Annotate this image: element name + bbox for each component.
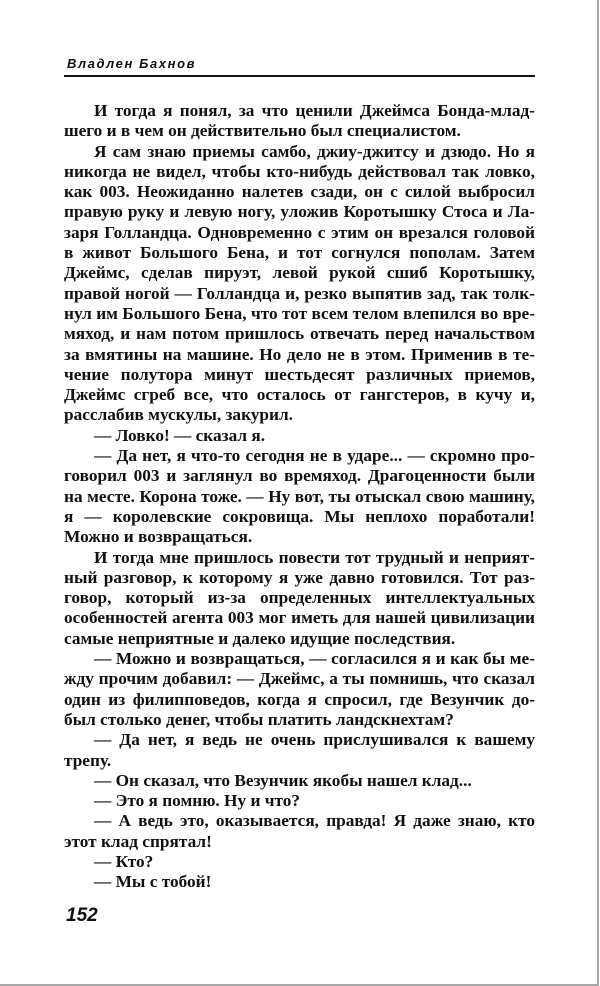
dialogue-line: — Да нет, я ведь не очень прислушивался к вашему трепу. bbox=[64, 730, 535, 770]
dialogue-line: — Можно и возвращаться, — согласился я и как бы между прочим добавил: — Джеймс, а ты помнишь, что сказал один из филипповедов, когда я спросил, где Везунчик добыл столько денег, чтобы платить ландскнехтам? bbox=[64, 649, 535, 729]
body-text bbox=[64, 101, 535, 893]
author-name: Владлен Бахнов bbox=[67, 56, 197, 71]
paragraph: И тогда мне пришлось повести тот трудный и неприятный разговор, к которому я уже давно готовился. Тот разговор, который из-за определенных интеллектуальных особенностей агента 003 мог иметь для нашей цивилизации самые неприятные и далеко идущие последствия. bbox=[64, 547, 535, 648]
dialogue-line: — Это я помню. Ну и что? bbox=[94, 791, 301, 811]
dialogue-line: — Кто? bbox=[94, 851, 154, 871]
dialogue-line: — Мы с тобой! bbox=[94, 872, 212, 892]
dialogue-line: — Ловко! — сказал я. bbox=[94, 425, 266, 445]
dialogue-line: — А ведь это, оказывается, правда! Я даже знаю, кто этот клад спрятал! bbox=[64, 811, 535, 851]
dialogue-line: — Да нет, я что-то сегодня не в ударе... — скромно проговорил 003 и заглянул во времяход. Драгоценности были на месте. Корона тоже. — Ну вот, ты отыскал свою машину, я — королевские сокровища. Мы неплохо поработали! Можно и возвращаться. bbox=[64, 446, 535, 547]
page-number: 152 bbox=[66, 905, 98, 926]
paragraph: Я сам знаю приемы самбо, джиу-джитсу и дзюдо. Но я никогда не видел, чтобы кто-нибудь действовал так ловко, как 003. Неожиданно налетев сзади, он с силой выбросил правую руку и левую ногу, уложив Коротышку Стоса и Лазаря Голландца. Одновременно с этим он врезался головой в живот Большого Бена, и тот согнулся пополам. Затем Джеймс, сделав пируэт, левой рукой сшиб Коротышку, правой ногой — Голландца и, резко выпятив зад, так толкнул им Большого Бена, что тот всем телом влепился во времяход, и нам потом пришлось отвечать перед начальством за вмятины на машине. Но дело не в этом. Применив в течение полутора минут шестьдесят различных приемов, Джеймс сгреб все, что осталось от гангстеров, в кучу и, расслабив мускулы, закурил. bbox=[64, 141, 535, 425]
running-head bbox=[64, 55, 535, 77]
paragraph: И тогда я понял, за что ценили Джеймса Бонда-младшего и в чем он действительно был специалистом. bbox=[64, 101, 535, 141]
dialogue-line: — Он сказал, что Везунчик якобы нашел клад... bbox=[94, 770, 472, 790]
